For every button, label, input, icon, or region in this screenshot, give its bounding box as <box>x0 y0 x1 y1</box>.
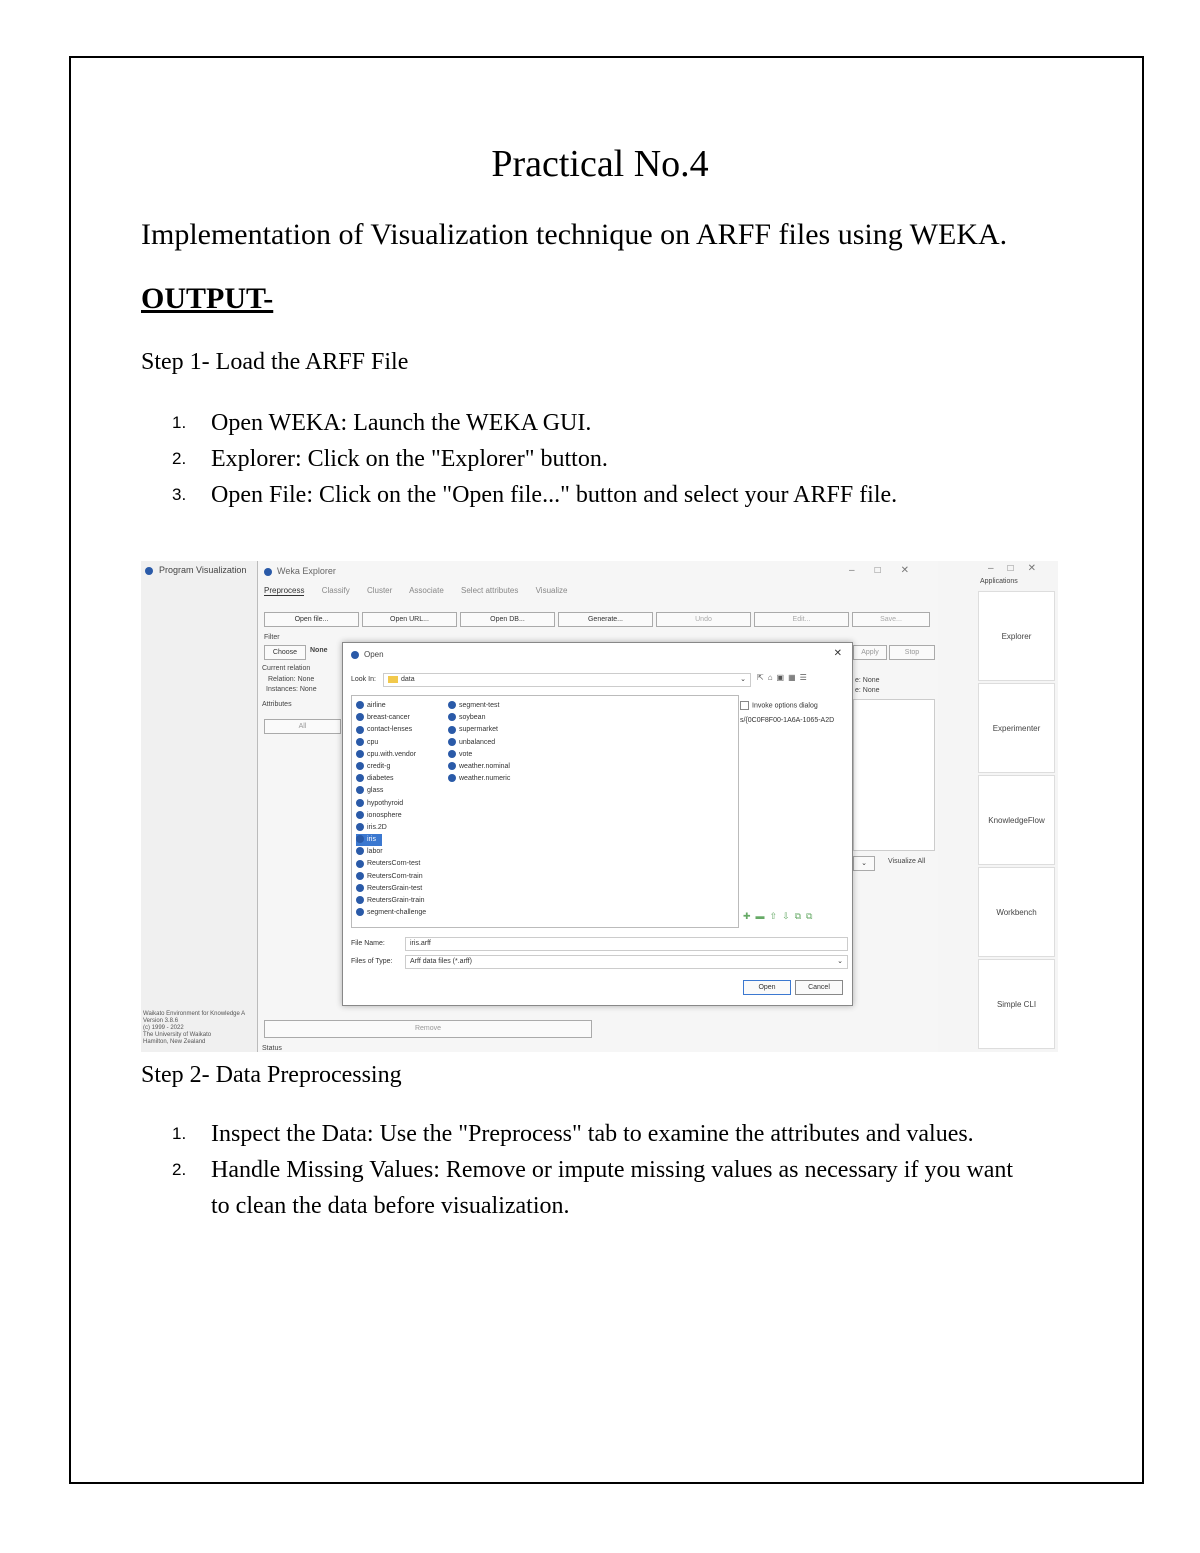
list-number: 3. <box>172 485 187 504</box>
file-name: cpu.with.vendor <box>367 750 417 758</box>
step2-list <box>172 1116 1032 1224</box>
arff-file-icon <box>448 750 456 758</box>
file-name: ionosphere <box>367 811 402 819</box>
choose-button[interactable]: Choose <box>264 645 306 660</box>
arff-file-icon <box>356 908 364 916</box>
arff-file-icon <box>356 762 364 770</box>
menu-label: Program Visualization <box>159 565 247 575</box>
dialog-tool-icons[interactable]: ✚▬⇧⇩⧉⧉ <box>743 911 818 921</box>
applications-panel <box>938 561 1058 1052</box>
dialog-title-text: Open <box>364 650 384 659</box>
class-dropdown[interactable]: ⌄ <box>853 856 875 871</box>
list-text: Inspect the Data: Use the "Preprocess" tab to examine the attributes and values. <box>211 1121 974 1147</box>
weka-logo-icon <box>145 567 153 575</box>
filter-value: None <box>310 647 328 654</box>
file-list-item[interactable] <box>356 883 426 895</box>
arff-file-icon <box>356 847 364 855</box>
file-list-item[interactable] <box>448 737 510 749</box>
file-name: breast-cancer <box>367 714 410 722</box>
filter-label: Filter <box>264 634 280 641</box>
arff-file-icon <box>356 701 364 709</box>
info-line: Hamilton, New Zealand <box>143 1039 206 1045</box>
arff-file-icon <box>356 713 364 721</box>
file-name: segment-challenge <box>367 909 427 917</box>
file-column-2 <box>448 700 510 785</box>
file-name: unbalanced <box>459 738 496 746</box>
file-list-item[interactable] <box>356 737 426 749</box>
file-list-item[interactable] <box>448 700 510 712</box>
step1-heading: Step 1- Load the ARFF File <box>141 349 409 375</box>
file-list-item[interactable] <box>356 761 426 773</box>
file-list-item[interactable] <box>448 761 510 773</box>
attribute-name: e: None <box>855 677 880 684</box>
visualize-all-button[interactable]: Visualize All <box>888 858 926 865</box>
look-in-select[interactable] <box>383 673 751 687</box>
explorer-tabs <box>264 586 582 595</box>
attributes-label: Attributes <box>262 701 292 708</box>
list-text: Open WEKA: Launch the WEKA GUI. <box>211 410 592 436</box>
file-name: ReutersCorn-test <box>367 860 421 868</box>
tab-select-attributes[interactable]: Select attributes <box>461 586 519 595</box>
open-button[interactable]: Open <box>743 980 791 995</box>
file-name: glass <box>367 787 384 795</box>
list-item <box>172 1116 1032 1152</box>
dialog-toolbar-icons[interactable]: ⇱⌂▣▦☰ <box>757 673 811 682</box>
file-list-item[interactable] <box>356 871 426 883</box>
arff-file-icon <box>356 811 364 819</box>
window-title: Weka Explorer <box>277 566 336 576</box>
tab-classify[interactable]: Classify <box>321 586 350 595</box>
arff-file-icon <box>356 726 364 734</box>
arff-file-icon <box>356 774 364 782</box>
list-item <box>172 441 1032 477</box>
file-list-item[interactable] <box>356 785 426 797</box>
experimenter-app-button[interactable]: Experimenter <box>978 683 1055 773</box>
status-label: Status <box>262 1045 282 1052</box>
list-item <box>172 405 1032 441</box>
file-name: ReutersGrain-test <box>367 884 423 892</box>
attribute-stats-box <box>853 699 935 851</box>
file-list-item[interactable] <box>356 895 426 907</box>
explorer-app-button[interactable]: Explorer <box>978 591 1055 681</box>
file-list-item[interactable] <box>448 773 510 785</box>
tab-associate[interactable]: Associate <box>409 586 444 595</box>
file-list-item[interactable] <box>356 773 426 785</box>
file-name: ReutersCorn-train <box>367 872 423 880</box>
file-list-item[interactable] <box>356 798 426 810</box>
practical-subtitle: Implementation of Visualization technique on ARFF files using WEKA. <box>141 218 1008 251</box>
step2-heading: Step 2- Data Preprocessing <box>141 1062 402 1088</box>
weka-logo-icon <box>351 651 359 659</box>
file-name: vote <box>459 750 473 758</box>
path-text: s/{0C0F8F00-1A6A-1065-A2D <box>740 717 835 724</box>
window-controls[interactable]: –□✕ <box>849 565 929 576</box>
edit-button[interactable]: Edit... <box>754 612 849 627</box>
arff-file-icon <box>356 738 364 746</box>
folder-icon <box>388 676 398 683</box>
info-line: The University of Waikato <box>143 1032 212 1038</box>
output-heading: OUTPUT- <box>141 282 274 315</box>
arff-file-icon <box>448 726 456 734</box>
remove-button[interactable]: Remove <box>264 1020 592 1038</box>
file-list-item[interactable] <box>356 749 426 761</box>
gui-chooser-info <box>143 1011 245 1046</box>
list-number: 1. <box>172 1124 187 1143</box>
files-of-type-label: Files of Type: <box>351 958 393 965</box>
file-list-item[interactable] <box>448 724 510 736</box>
open-file-dialog <box>342 642 853 1006</box>
list-item <box>172 477 1032 513</box>
file-column-1 <box>356 700 426 919</box>
gui-chooser-panel <box>141 561 257 1052</box>
list-number: 2. <box>172 449 187 468</box>
apply-button[interactable]: Apply <box>853 645 887 660</box>
file-list-item[interactable] <box>356 724 426 736</box>
file-list-item[interactable] <box>356 846 426 858</box>
file-name-input[interactable]: iris.arff <box>405 937 848 951</box>
tab-cluster[interactable]: Cluster <box>366 586 393 595</box>
attribute-type: e: None <box>855 687 880 694</box>
file-name: iris <box>367 836 376 844</box>
file-name: weather.numeric <box>459 775 511 783</box>
file-name: diabetes <box>367 775 394 783</box>
file-name: credit-g <box>367 762 391 770</box>
file-name-label: File Name: <box>351 940 385 947</box>
arff-file-icon <box>356 799 364 807</box>
file-name: supermarket <box>459 726 498 734</box>
dialog-title <box>351 650 384 659</box>
simple-cli-app-button[interactable]: Simple CLI <box>978 959 1055 1049</box>
arff-file-icon <box>448 762 456 770</box>
all-button[interactable]: All <box>264 719 341 734</box>
file-list <box>351 695 739 928</box>
tab-visualize[interactable]: Visualize <box>535 586 568 595</box>
file-name: soybean <box>459 714 486 722</box>
file-name: iris.2D <box>367 823 387 831</box>
file-name: airline <box>367 702 386 709</box>
list-text: Open File: Click on the "Open file..." button and select your ARFF file. <box>211 482 898 508</box>
weka-logo-icon <box>264 568 272 576</box>
info-line: (c) 1999 - 2022 <box>143 1025 184 1031</box>
window-controls[interactable]: –□✕ <box>988 563 1050 574</box>
file-list-item[interactable] <box>356 858 426 870</box>
file-list-item[interactable] <box>356 712 426 724</box>
chevron-down-icon: ⌄ <box>837 958 843 965</box>
workbench-app-button[interactable]: Workbench <box>978 867 1055 957</box>
file-name: segment-test <box>459 702 500 709</box>
invoke-options-checkbox[interactable] <box>740 701 818 710</box>
arff-file-icon <box>448 774 456 782</box>
file-list-item[interactable] <box>448 712 510 724</box>
look-in-label: Look In: <box>351 676 376 683</box>
arff-file-icon <box>356 884 364 892</box>
info-line: Version 3.8.6 <box>143 1018 179 1024</box>
open-file-button[interactable]: Open file... <box>264 612 359 627</box>
arff-file-icon <box>356 750 364 758</box>
files-of-type-select[interactable] <box>405 955 848 969</box>
applications-label: Applications <box>980 578 1018 585</box>
tab-preprocess[interactable]: Preprocess <box>264 586 305 595</box>
arff-file-icon <box>356 823 364 831</box>
file-name: contact-lenses <box>367 726 413 734</box>
arff-file-icon <box>448 701 456 709</box>
step1-list <box>172 405 1032 513</box>
arff-file-icon <box>356 872 364 880</box>
files-of-type-value: Arff data files (*.arff) <box>410 958 472 965</box>
arff-file-icon <box>356 786 364 794</box>
checkbox-label: Invoke options dialog <box>752 702 818 710</box>
info-line: Waikato Environment for Knowledge A <box>143 1011 246 1017</box>
file-list-item[interactable] <box>356 834 382 846</box>
arff-file-icon <box>448 738 456 746</box>
checkbox-icon <box>740 701 749 710</box>
list-number: 2. <box>172 1160 187 1179</box>
file-list-item[interactable] <box>448 749 510 761</box>
list-text: Explorer: Click on the "Explorer" button. <box>211 446 608 472</box>
instances-label: Instances: None <box>266 686 317 693</box>
file-name: cpu <box>367 738 379 746</box>
page-title: Practical No.4 <box>491 143 709 185</box>
look-in-value: data <box>401 676 415 683</box>
close-icon[interactable]: ✕ <box>833 648 842 659</box>
stop-button[interactable]: Stop <box>889 645 935 660</box>
file-list-item[interactable] <box>356 822 426 834</box>
file-name: hypothyroid <box>367 799 404 807</box>
arff-file-icon <box>356 835 364 843</box>
generate-button[interactable]: Generate... <box>558 612 653 627</box>
cancel-button[interactable]: Cancel <box>795 980 843 995</box>
gui-chooser-menu <box>145 565 246 575</box>
open-db-button[interactable]: Open DB... <box>460 612 555 627</box>
file-name: labor <box>367 848 383 856</box>
explorer-title <box>264 566 336 576</box>
relation-label: Relation: None <box>268 676 315 683</box>
arff-file-icon <box>448 713 456 721</box>
save-button[interactable]: Save... <box>852 612 930 627</box>
file-list-item[interactable] <box>356 810 426 822</box>
arff-file-icon <box>356 860 364 868</box>
file-list-item[interactable] <box>356 700 426 712</box>
list-item <box>172 1152 1032 1224</box>
file-list-item[interactable] <box>356 907 426 919</box>
file-name: weather.nominal <box>459 762 510 770</box>
chevron-down-icon: ⌄ <box>740 676 746 683</box>
open-url-button[interactable]: Open URL... <box>362 612 457 627</box>
knowledgeflow-app-button[interactable]: KnowledgeFlow <box>978 775 1055 865</box>
arff-file-icon <box>356 896 364 904</box>
undo-button[interactable]: Undo <box>656 612 751 627</box>
current-relation-label: Current relation <box>262 665 311 672</box>
weka-screenshot <box>141 561 1058 1052</box>
list-text: Handle Missing Values: Remove or impute missing values as necessary if you want to clean the data before visualization. <box>211 1157 1014 1219</box>
file-name: ReutersGrain-train <box>367 897 425 904</box>
list-number: 1. <box>172 413 187 432</box>
